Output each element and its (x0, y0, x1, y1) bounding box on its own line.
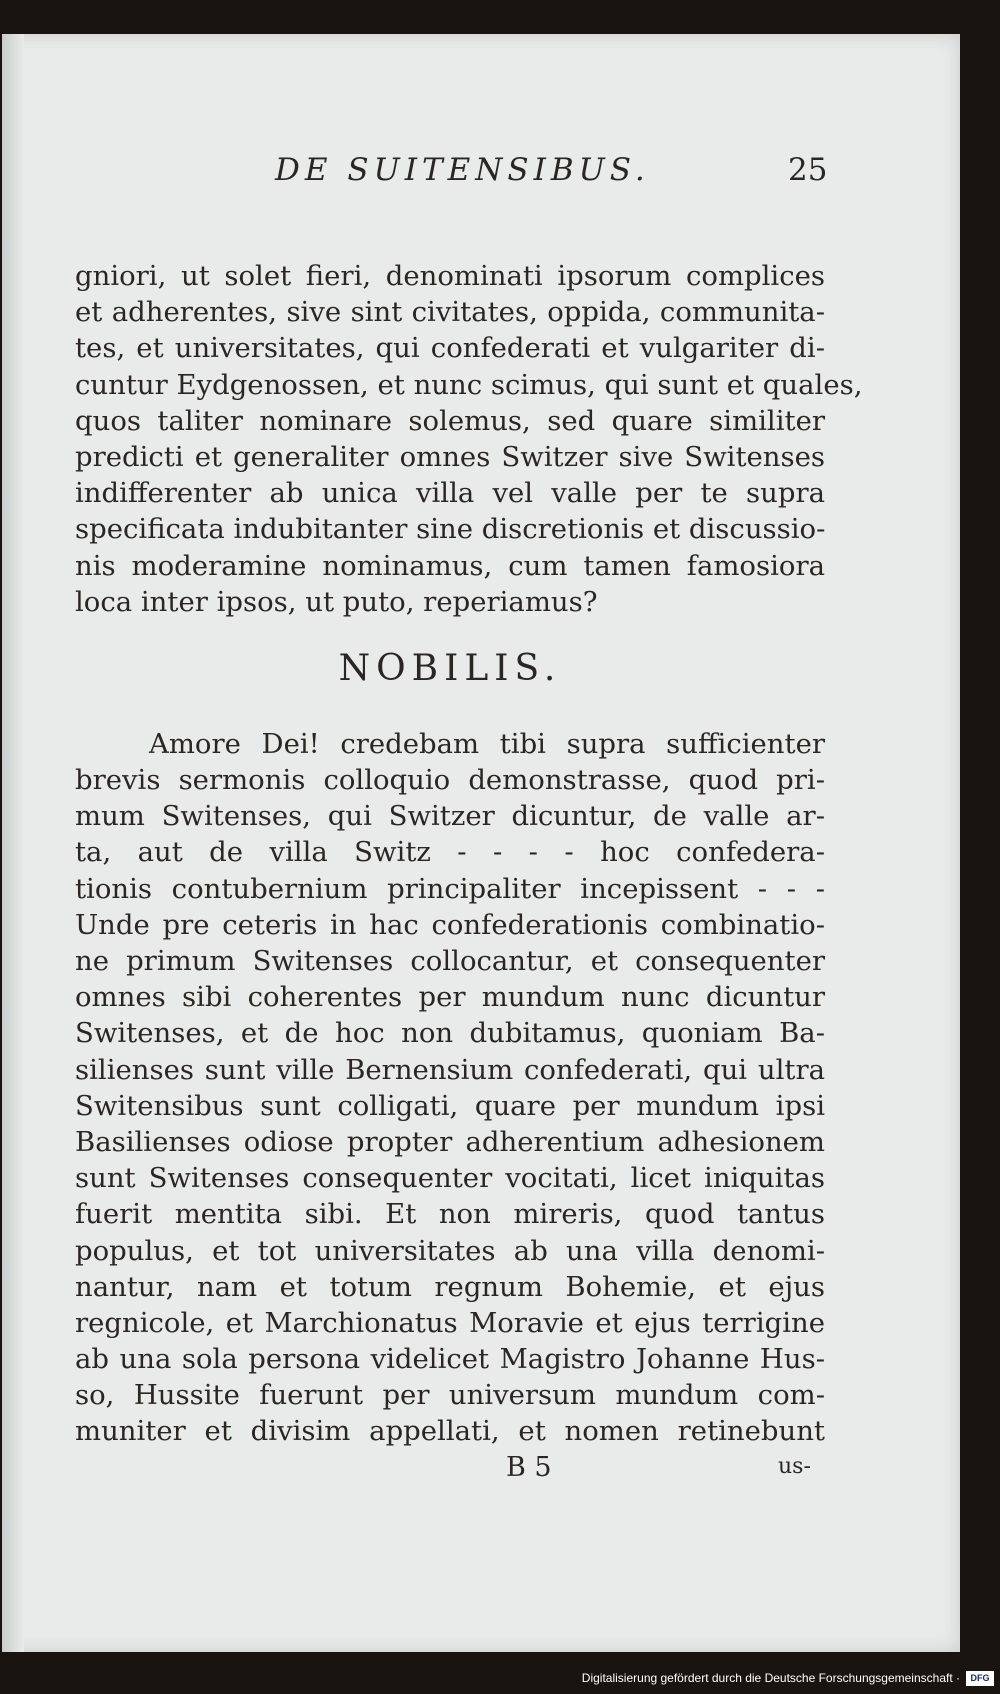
text-line: indifferenter ab unica villa vel valle per te supra (75, 477, 825, 510)
text-line: loca inter ipsos, ut puto, reperiamus? (75, 585, 598, 618)
body-text (75, 258, 863, 1450)
page-number: 25 (788, 152, 828, 188)
text-line: so, Hussite fuerunt per universum mundum com- (75, 1379, 825, 1412)
text-line: muniter et divisim appellati, et nomen retinebunt (75, 1415, 825, 1448)
text-line: ne primum Switenses collocantur, et consequenter (75, 945, 825, 977)
text-line: cuntur Eydgenossen, et nunc scimus, qui sunt et quales, (75, 368, 863, 401)
dfg-logo-icon: DFG (966, 1671, 994, 1686)
text-line: ab una sola persona videlicet Magistro Johanne Hus- (75, 1343, 825, 1376)
text-line: regnicole, et Marchionatus Moravie et ejus terrigine (75, 1306, 825, 1339)
text-line: mum Switenses, qui Switzer dicuntur, de valle ar- (75, 800, 825, 833)
running-title: DE SUITENSIBUS. (275, 152, 650, 188)
page-header (2, 152, 960, 202)
section-heading: NOBILIS. (338, 647, 562, 689)
text-line: specificata indubitanter sine discretionis et discussio- (75, 513, 826, 546)
text-line: nantur, nam et totum regnum Bohemie, et ejus (75, 1270, 825, 1303)
text-line: Unde pre ceteris in hac confederationis combinatio- (75, 908, 825, 941)
text-line: sunt Switenses consequenter vocitati, licet iniquitas (75, 1162, 825, 1195)
text-line: quos taliter nominare solemus, sed quare similiter (75, 404, 825, 437)
text-line: gniori, ut solet fieri, denominati ipsorum complices (75, 260, 825, 292)
text-line: predicti et generaliter omnes Switzer sive Switenses (75, 440, 825, 473)
credit-text: Digitalisierung gefördert durch die Deutsche Forschungsgemeinschaft · (581, 1671, 960, 1685)
text-line: brevis sermonis colloquio demonstrasse, quod pri- (75, 764, 825, 797)
text-line: Switensibus sunt colligati, quare per mundum ipsi (75, 1089, 825, 1122)
text-line: silienses sunt ville Bernensium confederati, qui ultra (75, 1053, 825, 1086)
text-line: populus, et tot universitates ab una villa denomi- (75, 1234, 825, 1267)
catchword: us- (778, 1454, 811, 1479)
text-line: Basilienses odiose propter adherentium adhesionem (75, 1125, 825, 1158)
paragraph-2 (75, 726, 825, 1450)
signature-mark: B 5 (506, 1452, 552, 1483)
text-line: tionis contubernium principaliter incepissent - - - (75, 872, 825, 905)
page-gutter (2, 34, 24, 1652)
page-footer (2, 1452, 960, 1492)
text-line: omnes sibi coherentes per mundum nunc dicuntur (75, 981, 825, 1014)
book-page (2, 34, 960, 1652)
paragraph-1 (75, 258, 863, 620)
text-line: fuerit mentita sibi. Et non mireris, quod tantus (75, 1198, 825, 1231)
text-line: tes, et universitates, qui confederati et vulgariter di- (75, 332, 825, 365)
text-line: ta, aut de villa Switz - - - - hoc confedera- (75, 836, 825, 869)
text-line: nis moderamine nominamus, cum tamen famosiora (75, 549, 825, 582)
text-line: et adherentes, sive sint civitates, oppida, communita- (75, 296, 825, 329)
digitization-credit (582, 1666, 994, 1690)
text-line: Switenses, et de hoc non dubitamus, quoniam Ba- (75, 1017, 825, 1050)
text-line: Amore Dei! credebam tibi supra sufficienter (149, 727, 825, 760)
